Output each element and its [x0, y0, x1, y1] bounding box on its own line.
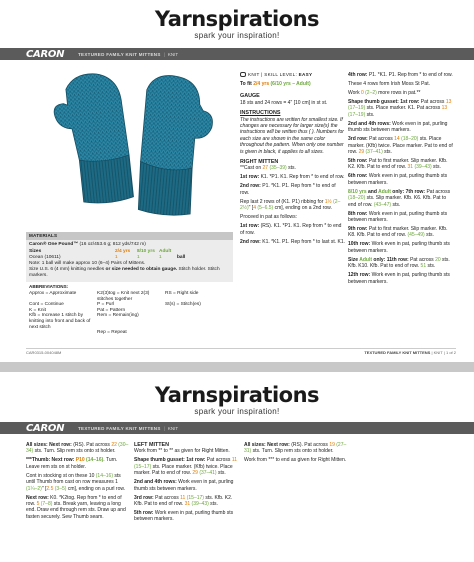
- row-10: 10th row: Work even in pat, purling thumb sts between markers.: [348, 241, 450, 254]
- left-thumb: Work from *** to end as given for Right Mitten.: [244, 457, 347, 464]
- p2-column-1: [26, 442, 130, 523]
- page-footer: [26, 348, 456, 356]
- footer-right: TEXTURED FAMILY KNIT MITTENS | KNIT | 1 of 2: [364, 350, 456, 355]
- pattern-type: KNIT: [167, 425, 179, 431]
- header-bar: [0, 48, 474, 60]
- moss-text: These 4 rows form Irish Moss St Pat.: [348, 81, 430, 87]
- sizes-line: To fit 2/4 yrs (6/10 yrs – Adult): [240, 81, 311, 87]
- brand-tagline: spark your inspiration!: [194, 407, 280, 416]
- gusset-row-5: 5th row: Pat to first marker. Slip marker. Kfb. K2. Kfb. Pat to end of row. 31 (39–43) sts.: [348, 158, 448, 171]
- abbreviations: [26, 282, 233, 338]
- pattern-title: TEXTURED FAMILY KNIT MITTENS: [78, 425, 161, 431]
- mittens-photo: [30, 66, 226, 226]
- brand-tagline: spark your inspiration!: [194, 31, 280, 40]
- pattern-code: CAR0315-004048M: [26, 350, 62, 355]
- mittens-image: [30, 66, 226, 226]
- all-sizes-next-row: All sizes: Next row: (RS). Pat across 22 (30–34) sts. Turn. Slip rem sts onto st holder.: [26, 442, 129, 455]
- p2-column-2: [134, 442, 238, 525]
- materials-heading: MATERIALS: [26, 232, 233, 240]
- left-row-3: 3rd row: Pat across 11 (15–17) sts. Kfb. K2. Kfb. Pat to end of row. 31 (39–43) sts.: [134, 494, 233, 508]
- pattern-title: TEXTURED FAMILY KNIT MITTENS: [78, 51, 161, 57]
- row-12: 12th row: Work even in pat, purling thumb sts between markers.: [348, 272, 450, 285]
- left-row-2-4: 2nd and 4th rows: Work even in pat, purling thumb sts between markers.: [134, 479, 234, 492]
- yarn-line: Caron® One Pound™ (16 oz/453.6 g; 812 yds/742 m): [29, 242, 146, 247]
- rib-repeat: Rep last 2 rows of (K1. P1) ribbing for 1½ (2–2½)" [4 (5–6.5) cm], ending on a 2nd row.: [240, 198, 341, 212]
- caron-logo: CARON: [26, 422, 65, 434]
- caron-logo: CARON: [26, 48, 65, 60]
- column-3: [348, 72, 454, 288]
- adult-row-11: Size Adult only: 11th row: Pat across 20 sts. Kfb. K10. Kfb. Pat to end of row. 51 sts.: [348, 256, 450, 270]
- column-2: [240, 72, 346, 248]
- instructions-text: The instructions are written for smallest size. If changes are necessary for larger size(s) the instructions will be written thus ( ). Numbers for each size are shown in the same color throughout the pattern. When only one number is given in black, it applies to all sizes.: [240, 116, 344, 155]
- color-row: Ocean (10611) 1 1 1 ball: [29, 255, 186, 260]
- sizes-row: Sizes 2/4 yrs 8/10 yrs Adult: [29, 249, 172, 254]
- thumb-next-row: Next row: K0. *K2tog. Rep from * to end of row. 5 (7–8) sts. Break yarn, leaving a long end. Draw end through rem sts. Draw up and fasten securely. Sew Thumb seam.: [26, 494, 126, 520]
- gauge-heading: GAUGE: [240, 93, 260, 100]
- row-4: 4th row: P1. *K1. P1. Rep from * to end of row.: [348, 72, 453, 78]
- instructions-heading: INSTRUCTIONS: [240, 110, 281, 117]
- pat-row-2: 2nd row: K1. *K1. P1. Rep from * to last st. K1.: [240, 238, 346, 245]
- row-8: 8th row: Work even in pat, purling thumb sts between markers.: [348, 210, 448, 224]
- work-more-rows: Work 0 (2–2) more rows in pat.**: [348, 90, 421, 96]
- brand-header: [0, 8, 474, 40]
- left-mitten-section: LEFT MITTEN Work from ** to ** as given for Right Mitten.: [134, 442, 230, 455]
- needles-line: Size U.S. 6 (4 mm) knitting needles or size needed to obtain gauge. Stitch holder. Stitch markers.: [29, 267, 220, 278]
- thumb-row: ***Thumb: Next row: P10 (14–16). Turn. Leave rem sts on st holder.: [26, 457, 118, 470]
- gusset-row-2-4: 2nd and 4th rows: Work even in pat, purling thumb sts between markers.: [348, 120, 448, 134]
- gauge-text: 18 sts and 24 rows = 4" [10 cm] in st st.: [240, 99, 328, 106]
- brand-header-2: [0, 384, 474, 416]
- materials-box: [26, 232, 233, 338]
- shape-thumb-gusset: Shape thumb gusset: 1st row: Pat across 13 (17–19) sts. Place marker. K1. Pat across 13 (17–19) sts.: [348, 99, 452, 118]
- left-all-sizes-next-row: All sizes: Next row: (RS). Pat across 19 (27–31) sts. Turn. Slip rem sts onto st holder.: [244, 442, 347, 455]
- p2-column-3: [244, 442, 348, 466]
- pat-row-1: 1st row: (RS). K1. *P1. K1. Rep from * to end of row.: [240, 223, 342, 236]
- brand-logo: Yarnspirations: [154, 383, 320, 407]
- gusset-row-3: 3rd row: Pat across 14 (18–20) sts. Place marker. (Kfb) twice. Place marker. Pat to end of row. 29 (37–41) sts.: [348, 136, 453, 156]
- yarn-hank-icon: [240, 72, 246, 77]
- pattern-type: KNIT: [167, 51, 179, 57]
- gauge-section: [240, 93, 346, 106]
- proceed-text: Proceed in pat as follows:: [240, 214, 297, 221]
- header-bar-2: CARON TEXTURED FAMILY KNIT MITTENS | KNIT: [0, 422, 474, 434]
- materials-body: [26, 240, 233, 282]
- right-mitten-heading: RIGHT MITTEN: [240, 159, 279, 166]
- gusset-row-6: 6th row: Work even in pat, purling thumb sts between markers.: [348, 173, 448, 186]
- abbreviations-heading: ABBREVIATIONS:: [29, 284, 69, 289]
- abbreviations-grid: Approx = Approximate K2(3)tog = Knit next 2(3) stitches together RS = Right side Cont = Continue P = Purl St(s) = Stitch(es) K = Knit Pat = Pattern Kfb = Increase 1 stitch by knitting into front and back of next stitch Rem = Remain(ing) Rep = Repeat: [29, 291, 201, 336]
- header-separator: |: [163, 51, 165, 57]
- thumb-cont: Cont in stocking st on these 10 (14–16) sts until Thumb from cast on row measures 1 (1¼–2)" [2.5 (3–5) cm], ending on a purl row.: [26, 472, 126, 492]
- skill-line: KNIT | SKILL LEVEL: EASY: [240, 72, 346, 78]
- page-gap: [0, 362, 474, 372]
- row-9: 9th row: Pat to first marker. Slip marker. Kfb. K8. Kfb. Pat to end of row. (45–49) sts.: [348, 226, 448, 239]
- right-mitten-section: RIGHT MITTEN **Cast on 27 (35–39) sts.: [240, 159, 296, 172]
- instructions-section: [240, 110, 346, 155]
- rib-row-2: 2nd row: P1. *K1. P1. Rep from * to end of row.: [240, 183, 336, 196]
- left-row-5: 5th row: Work even in pat, purling thumb sts between markers.: [134, 510, 234, 523]
- materials-note: Note: 1 ball will make approx 10 (6–4) Pairs of Mittens.: [29, 261, 146, 266]
- size-8-10-adult-row-7: 8/10 yrs and Adult only: 7th row: Pat across (18–20) sts. Slip marker. Kfb. K6. Kfb. Pat to end of row. (43–47) sts.: [348, 188, 451, 208]
- page-2: [0, 372, 474, 562]
- brand-logo: Yarnspirations: [154, 7, 320, 31]
- rib-row-1: 1st row: K1. *P1. K1. Rep from * to end of row.: [240, 174, 345, 181]
- left-shape-gusset: Shape thumb gusset: 1st row: Pat across 11 (15–17) sts. Place marker. (Kfb) twice. Place marker. Pat to end of row. 29 (37–41) sts.: [134, 457, 238, 477]
